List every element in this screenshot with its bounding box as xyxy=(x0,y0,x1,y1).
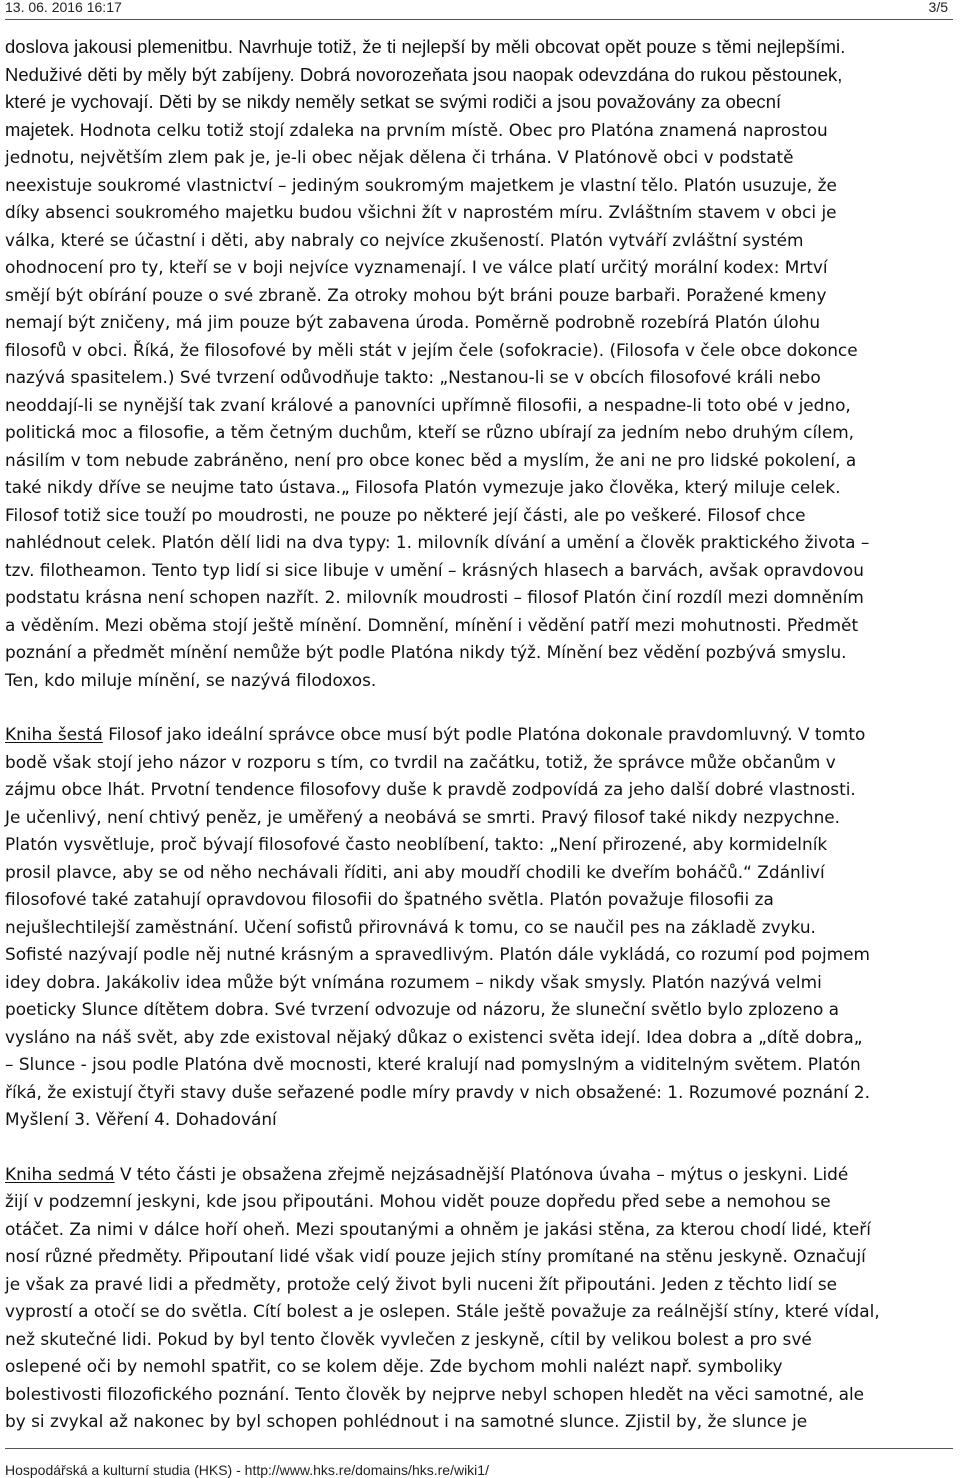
paragraph-book-six xyxy=(5,721,953,1134)
text-line: Neduživé děti by měly být zabíjeny. Dobrá novorozeňata jsou naopak odevzdána do rukou pěstounek, xyxy=(5,63,843,85)
text-line: poeticky Slunce dítětem dobra. Své tvrzení odvozuje od názoru, že sluneční světlo bylo zplozeno a xyxy=(5,999,840,1019)
text-line: smějí být obírání pouze o své zbraně. Za otroky mohou být bráni pouze barbaři. Poražené kmeny xyxy=(5,284,827,305)
text-line: jednotu, největším zlem pak je, je-li obec nějak dělena či trhána. V Platónově obci v podstatě xyxy=(5,147,794,167)
section-heading-book-seven[interactable]: Kniha sedmá xyxy=(5,1163,115,1184)
section-heading-book-six[interactable]: Kniha šestá xyxy=(5,724,103,744)
text-line: Myšlení 3. Věření 4. Dohadování xyxy=(5,1109,277,1129)
text-line: by si zvykal až nakonec by byl schopen pohlédnout i na samotné slunce. Zjistil by, že slunce je xyxy=(5,1411,808,1431)
header-divider xyxy=(5,19,953,20)
text-line: Ten, kdo miluje mínění, se nazývá filodoxos. xyxy=(5,669,377,690)
text-line: bolestivosti filozofického poznání. Tento člověk by nejprve nebyl schopen hledět na věci samotné, ale xyxy=(5,1383,865,1404)
text-line: neexistuje soukromé vlastnictví – jediným soukromým majetkem je vlastní tělo. Platón usuzuje, že xyxy=(5,174,837,195)
text-line: nahlédnout celek. Platón dělí lidi na dva typy: 1. milovník dívání a umění a člověk praktického života – xyxy=(5,532,870,552)
footer-source: Hospodářská a kulturní studia (HKS) - http://www.hks.re/domains/hks.re/wiki1/ xyxy=(5,1462,489,1478)
text-line: ohodnocení pro ty, kteří se v boji nejvíce vyznamenají. I ve válce platí určitý morální kodex: Mrtví xyxy=(5,257,828,277)
text-line xyxy=(5,116,953,145)
page-header xyxy=(5,0,953,22)
text-line: prosil plavce, aby se od něho nechávali říditi, ani aby moudří chodili ke dveřím boháčů.“ Zdánliví xyxy=(5,861,825,882)
text-line: žijí v podzemní jeskyni, kde jsou připoutáni. Mohou vidět pouze dopředu před sebe a nemohou se xyxy=(5,1191,831,1211)
text-line: zájmu obce lhát. Prvotní tendence filosofovy duše k pravdě zodpovídá za jeho další dobré vlastnosti. xyxy=(5,779,856,799)
page-number: 3/5 xyxy=(928,0,948,15)
paragraph-book-five xyxy=(5,33,953,694)
text-line: násilím v tom nebude zabráněno, není pro obce konec běd a myslím, že ani ne pro lidské pokolení, a xyxy=(5,449,857,470)
text-line: podstatu krásna není schopen nazřít. 2. milovník moudrosti – filosof Platón činí rozdíl mezi domněním xyxy=(5,587,864,607)
text-line: válka, které se účastní i děti, aby nabraly co nejvíce zkušeností. Platón vytváří zvláštní systém xyxy=(5,229,804,250)
text-line: otáčet. Za nimi v dálce hoří oheň. Mezi spoutanými a ohněm je jakási stěna, za kterou chodí lidé, kteří xyxy=(5,1218,871,1239)
text-line: idey dobra. Jakákoliv idea může být vnímána rozumem – nikdy však smysly. Platón nazývá velmi xyxy=(5,971,822,992)
text-line: Filosof totiž sice touží po moudrosti, ne pouze po některé její části, ale po veškeré. Filosof chce xyxy=(5,504,806,525)
text-line: filosofů v obci. Říká, že filosofové by měli stát v jejím čele (sofokracie). (Filosofa v čele obce dokonce xyxy=(5,339,858,360)
text-line: Platón vysvětluje, proč bývají filosofové často neoblíbení, takto: „Není přirozené, aby kormidelník xyxy=(5,834,828,854)
text-line: a věděním. Mezi oběma stojí ještě mínění. Domnění, mínění i vědění patří mezi mohutnosti. Předmět xyxy=(5,614,859,635)
text-fragment: Hodnota celku totiž stojí zdaleka na prvním místě. Obec pro Platóna znamená naprostou xyxy=(79,119,828,140)
print-date: 13. 06. 2016 16:17 xyxy=(5,0,122,15)
text-line: je však za pravé lidi a předměty, protože celý život byli nuceni žít připoutáni. Jeden z těchto lidí se xyxy=(5,1273,838,1294)
text-line: Je učenlivý, není chtivý peněz, je uměřený a neobává se smrti. Pravý filosof také nikdy nezpychne. xyxy=(5,806,841,827)
text-line: tzv. filotheamon. Tento typ lidí si sice libuje v umění – krásných hlasech a barvách, avšak opravdovou xyxy=(5,559,864,580)
text-line: také nikdy dříve se neujme tato ústava.„ Filosofa Platón vymezuje jako člověka, který miluje celek. xyxy=(5,477,841,497)
text-line: oslepené oči by nemohl spatřit, co se kolem děje. Zde bychom mohli nalézt např. symboliky xyxy=(5,1356,783,1376)
text-line: Sofisté nazývají podle něj nutné krásným a spravedlivým. Platón dále vykládá, co rozumí pod pojmem xyxy=(5,944,870,964)
text-line: říká, že existují čtyři stavy duše seřazené podle míry pravdy v nich obsažené: 1. Rozumové poznání 2. xyxy=(5,1081,871,1102)
text-fragment: V této části je obsažena zřejmě nejzásadnější Platónova úvaha – mýtus o jeskyni. Lidé xyxy=(114,1163,849,1184)
text-line: nosí různé předměty. Připoutaní lidé však vidí pouze jejich stíny promítané na stěnu jeskyně. Označují xyxy=(5,1246,866,1266)
text-line: které je vychovají. Děti by se nikdy neměly setkat se svými rodiči a jsou považovány za obecní xyxy=(5,91,782,112)
text-line: politická moc a filosofie, a těm četným duchům, kteří se různo ubírají za jedním nebo druhým cílem, xyxy=(5,422,855,442)
paragraph-book-seven xyxy=(5,1161,953,1436)
text-line: – Slunce - jsou podle Platóna dvě mocnosti, které kralují nad pomyslným a viditelným světem. Platón xyxy=(5,1054,861,1074)
text-line xyxy=(5,1161,953,1189)
text-line: díky absenci soukromého majetku budou všichni žít v naprostém míru. Zvláštním stavem v obci je xyxy=(5,202,837,222)
text-line: nazývá spasitelem.) Své tvrzení odůvodňuje takto: „Nestanou-li se v obcích filosofové králi nebo xyxy=(5,367,821,387)
text-line: vysláno na náš svět, aby zde existoval nějaký důkaz o existenci světa idejí. Idea dobra a „dítě dobra„ xyxy=(5,1026,863,1047)
text-line: nemají být zničeny, má jim pouze být zabavena úroda. Poměrně podrobně rozebírá Platón úlohu xyxy=(5,312,821,332)
footer-divider xyxy=(5,1448,953,1449)
text-line: neoddají-li se nynější tak zvaní králové a panovníci upřímně filosofii, a nespadne-li toto obé v jedno, xyxy=(5,394,851,415)
text-line: poznání a předmět mínění nemůže být podle Platóna nikdy týž. Mínění bez vědění pozbývá smyslu. xyxy=(5,642,847,662)
text-fragment: Filosof jako ideální správce obce musí být podle Platóna dokonale pravdomluvný. V tomto xyxy=(102,724,866,744)
text-line: nejušlechtilejší zaměstnání. Učení sofistů přirovnává k tomu, co se naučil pes na základě zvyku. xyxy=(5,916,816,937)
document-body xyxy=(5,33,953,1436)
text-line: vyprostí a otočí se do světla. Cítí bolest a je oslepen. Stále ještě považuje za reálnější stíny, které vídal, xyxy=(5,1301,880,1321)
page-footer xyxy=(5,1448,953,1478)
text-line: bodě však stojí jeho názor v rozporu s tím, co tvrdil na začátku, totiž, že správce může občanům v xyxy=(5,751,836,772)
text-line: než skutečné lidi. Pokud by byl tento člověk vyvlečen z jeskyně, cítil by velikou bolest a pro své xyxy=(5,1328,812,1349)
text-line: doslova jakousi plemenitbu. Navrhuje totiž, že ti nejlepší by měli obcovat opět pouze s těmi nejlepšími. xyxy=(5,36,846,57)
text-line xyxy=(5,721,953,749)
text-line: filosofové také zatahují opravdovou filosofii do špatného světla. Platón považuje filosofii za xyxy=(5,889,774,909)
text-fragment: majetek. xyxy=(5,118,80,140)
